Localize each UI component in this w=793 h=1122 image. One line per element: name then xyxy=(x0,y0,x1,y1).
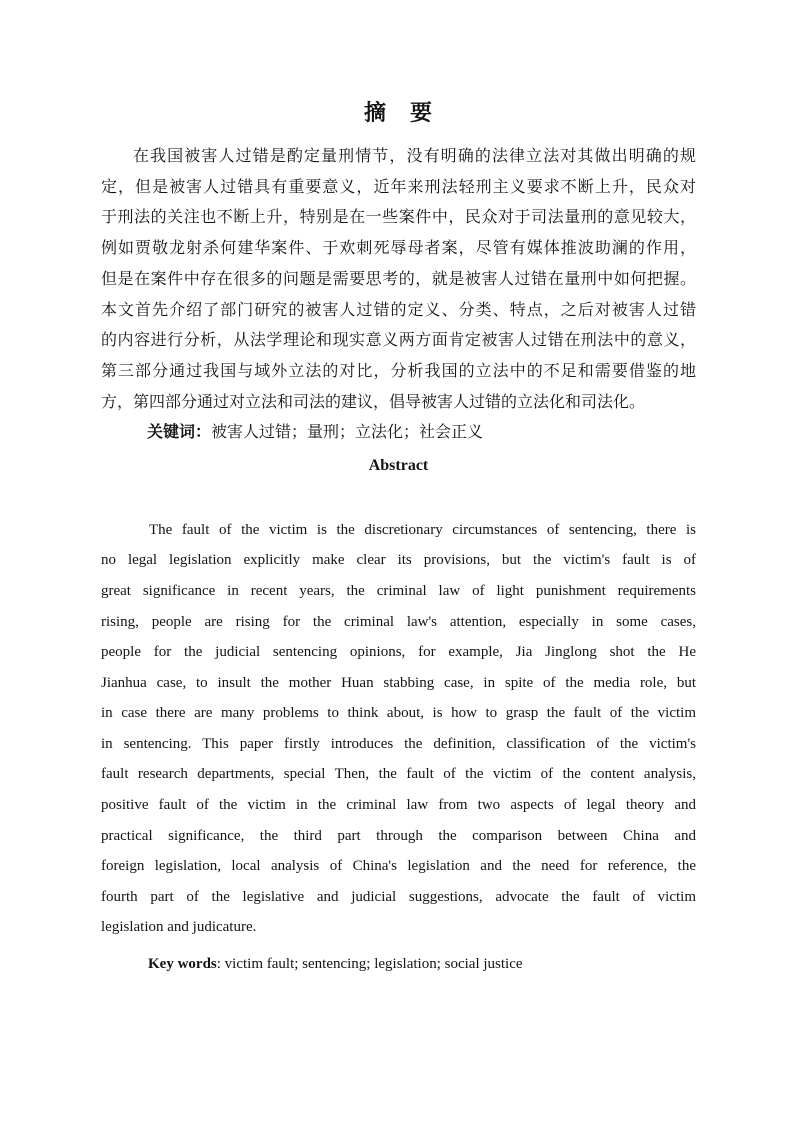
text-line: fault research departments, special Then, the fault of the victim of the content analysis, xyxy=(101,766,696,783)
text-line: 在我国被害人过错是酌定量刑情节，没有明确的法律立法对其做出明确的规 xyxy=(133,148,696,165)
text-line: 于刑法的关注也不断上升，特别是在一些案件中，民众对于司法量刑的意见较大， xyxy=(101,209,696,227)
text-line: 例如贾敬龙射杀何建华案件、于欢刺死辱母者案，尽管有媒体推波助澜的作用， xyxy=(101,240,696,258)
english-keywords-text: : victim fault; sentencing; legislation; social justice xyxy=(216,956,523,973)
text-line: 定，但是被害人过错具有重要意义，近年来刑法轻刑主义要求不断上升，民众对 xyxy=(101,178,696,196)
text-line: great significance in recent years, the criminal law of light punishment requirements xyxy=(101,582,696,599)
chinese-abstract-title: 摘 要 xyxy=(363,100,433,125)
text-line: 方，第四部分通过对立法和司法的建议，倡导被害人过错的立法化和司法化。 xyxy=(101,393,646,411)
chinese-keywords-text: 被害人过错；量刑；立法化；社会正义 xyxy=(211,424,484,442)
text-line: 第三部分通过我国与域外立法的对比，分析我国的立法中的不足和需要借鉴的地 xyxy=(101,362,696,380)
text-line: fourth part of the legislative and judicial suggestions, advocate the fault of victim xyxy=(101,888,696,905)
text-line: people for the judicial sentencing opinions, for example, Jia Jinglong shot the He xyxy=(101,644,696,661)
text-line: 但是在案件中存在很多的问题是需要思考的，就是被害人过错在量刑中如何把握。 xyxy=(101,270,696,288)
text-line: legislation and judicature. xyxy=(101,919,257,936)
text-line: no legal legislation explicitly make clear its provisions, but the victim's fault is of xyxy=(101,552,696,569)
english-keywords-line xyxy=(101,949,696,980)
chinese-keywords-label: 关键词： xyxy=(147,424,212,442)
text-line: 本文首先介绍了部门研究的被害人过错的定义、分类、特点，之后对被害人过错 xyxy=(101,301,696,319)
chinese-abstract-paragraph xyxy=(101,142,696,418)
text-line: rising, people are rising for the criminal law's attention, especially in some cases, xyxy=(101,613,696,630)
chinese-keywords-line xyxy=(101,418,696,449)
text-line: in sentencing. This paper firstly introduces the definition, classification of the victim's xyxy=(101,735,696,752)
text-line: 的内容进行分析，从法学理论和现实意义两方面肯定被害人过错在刑法中的意义， xyxy=(101,332,696,350)
text-line: positive fault of the victim in the criminal law from two aspects of legal theory and xyxy=(101,797,696,814)
text-line: The fault of the victim is the discretionary circumstances of sentencing, there is xyxy=(149,521,696,538)
english-keywords-label: Key words xyxy=(148,956,217,973)
text-line: Jianhua case, to insult the mother Huan stabbing case, in spite of the media role, but xyxy=(101,674,696,691)
english-abstract-paragraph xyxy=(101,515,696,943)
text-line: foreign legislation, local analysis of China's legislation and the need for reference, the xyxy=(101,858,696,875)
english-abstract-heading: Abstract xyxy=(368,457,429,475)
text-line: practical significance, the third part through the comparison between China and xyxy=(101,827,696,844)
text-line: in case there are many problems to think about, is how to grasp the fault of the victim xyxy=(101,705,696,722)
